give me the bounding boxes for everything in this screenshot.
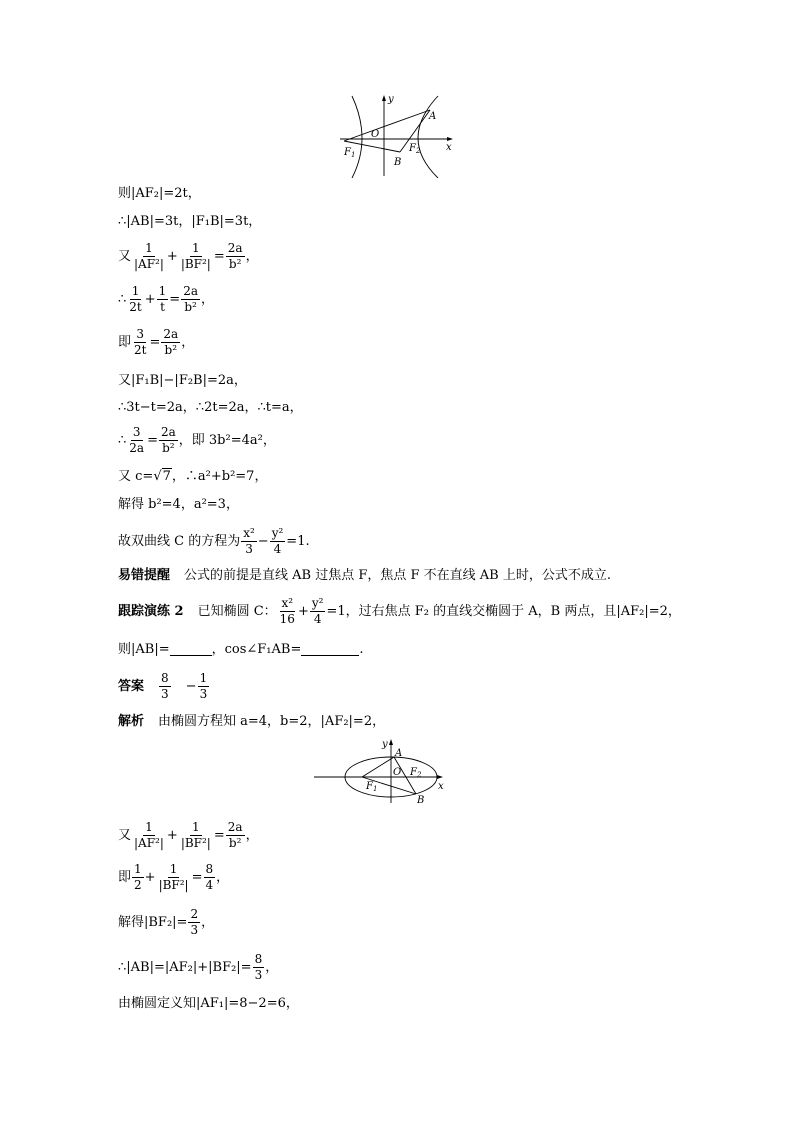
hyperbola-figure — [338, 92, 458, 178]
error-tip-label: 易错提醒 — [118, 568, 171, 583]
segment-f1-a — [344, 110, 430, 141]
label-a: A — [429, 111, 437, 122]
line-21: 由椭圆定义知|AF₁|=8−2=6， — [118, 996, 299, 1011]
line-13: 跟踪演练 2 已知椭圆 C： $\frac{\text{x²}}{16}$ + $\frac{\text{y²}}{4}$ =1，过右焦点 F₂ 的直线交椭圆于 A，B 两点，且|AF₂|=2， — [118, 596, 681, 626]
hyperbola-right-branch — [418, 96, 438, 178]
line-3: 又 $\frac{1}{\text{|AF²|}}$ + $\frac{1}{\text{|BF²|}}$ = $\frac{2a}{\text{b²}}$ ， — [118, 241, 259, 271]
ellipse-figure — [312, 737, 450, 805]
label-f1: $F_1$ — [344, 147, 356, 159]
answer-blank-1[interactable] — [170, 643, 212, 656]
hyperbola-left-branch — [352, 96, 362, 178]
label-f1: $F_1$ — [366, 781, 378, 793]
label-f2: $F_2$ — [409, 143, 421, 155]
line-4: ∴ $\frac{1}{2t}$ + $\frac{1}{t}$ = $\frac{2a}{\text{b²}}$ ， — [118, 284, 215, 314]
label-a: A — [395, 748, 403, 759]
answer-blank-2[interactable] — [301, 643, 359, 656]
line-8: ∴ $\frac{3}{2a}$ = $\frac{2a}{\text{b²}}$ ，即 3b²=4a²， — [118, 425, 276, 455]
label-o: O — [393, 767, 402, 778]
y-axis-arrow — [389, 739, 393, 745]
label-b: B — [394, 157, 402, 168]
label-y: y — [388, 94, 394, 105]
line-17: 又 $\frac{1}{\text{|AF²|}}$ + $\frac{1}{\text{|BF²|}}$ = $\frac{2a}{\text{b²}}$ ， — [118, 820, 259, 850]
label-f2: $F_2$ — [410, 767, 422, 779]
line-5: 即 $\frac{3}{2t}$ = $\frac{2a}{\text{b²}}$ ， — [118, 327, 195, 357]
sqrt-seven: √7 — [153, 469, 171, 484]
line-19: 解得|BF₂|= $\frac{2}{3}$ ， — [118, 907, 215, 937]
label-y: y — [382, 739, 388, 750]
label-b: B — [417, 795, 425, 805]
line-11: 故双曲线 C 的方程为 $\frac{\text{x²}}{3}$ − $\frac{\text{y²}}{4}$ =1. — [118, 526, 310, 556]
line-20: ∴|AB|=|AF₂|+|BF₂|= $\frac{8}{3}$ ， — [118, 952, 279, 982]
line-6: 又|F₁B|−|F₂B|=2a， — [118, 373, 247, 388]
x-axis-arrow — [447, 137, 453, 141]
line-1: 则|AF₂|=2t， — [118, 186, 201, 201]
exercise-label: 跟踪演练 2 — [118, 603, 184, 619]
line-10: 解得 b²=4，a²=3， — [118, 497, 239, 512]
label-x: x — [446, 142, 452, 153]
line-9: 又 c= √7 ，∴a²+b²=7， — [118, 469, 268, 484]
y-axis-arrow — [382, 95, 386, 101]
line-16: 解析 由椭圆方程知 a=4，b=2，|AF₂|=2， — [118, 714, 386, 729]
label-o: O — [371, 129, 380, 140]
line-2: ∴|AB|=3t，|F₁B|=3t， — [118, 214, 262, 229]
line-18: 即 $\frac{1}{2}$ + $\frac{1}{\text{|BF²|}}$ = $\frac{8}{4}$ ， — [118, 862, 230, 892]
line-12: 易错提醒 公式的前提是直线 AB 过焦点 F，焦点 F 不在直线 AB 上时，公式不成立. — [118, 568, 611, 583]
line-7: ∴3t−t=2a，∴2t=2a，∴t=a， — [118, 400, 303, 415]
x-axis-arrow — [437, 775, 443, 779]
label-x: x — [438, 781, 444, 792]
analysis-label: 解析 — [118, 714, 145, 729]
line-14: 则|AB|= ，cos∠F₁AB= . — [118, 642, 364, 657]
line-15: 答案 $\frac{8}{3}$ − $\frac{1}{3}$ — [118, 671, 208, 701]
answer-label: 答案 — [118, 678, 145, 694]
